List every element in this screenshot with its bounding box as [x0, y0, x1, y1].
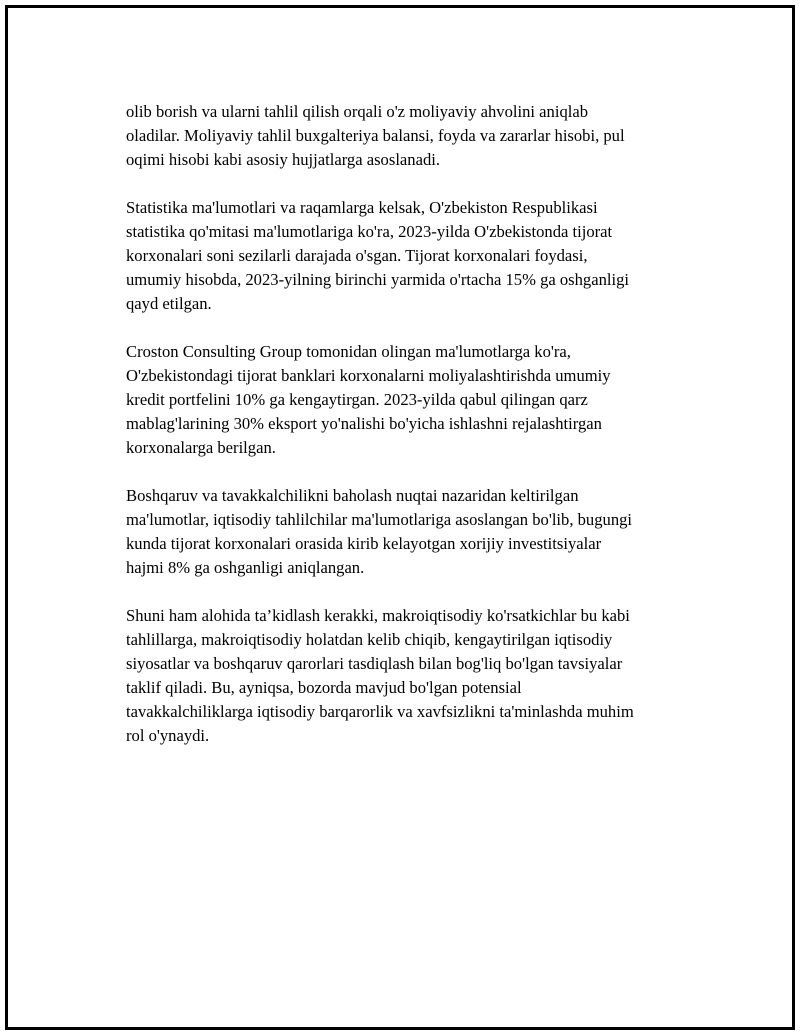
- paragraph-statistics: Statistika ma'lumotlari va raqamlarga kelsak, O'zbekiston Respublikasi statistika qo'mitasi ma'lumotlariga ko'ra, 2023-yilda O'zbekistonda tijorat korxonalari soni sezilarli darajada o'sgan. Tijorat korxonalari foydasi, umumiy hisobda, 2023-yilning birinchi yarmida o'rtacha 15% ga oshganligi qayd etilgan.: [126, 198, 630, 313]
- page-frame: [5, 5, 795, 1030]
- document-body: [126, 100, 696, 772]
- paragraph-risk-assessment: Boshqaruv va tavakkalchilikni baholash nuqtai nazaridan keltirilgan ma'lumotlar, iqtisodiy tahlilchilar ma'lumotlariga asoslangan bo'lib, bugungi kunda tijorat korxonalari orasida kirib kelayotgan xorijiy investitsiyalar hajmi 8% ga oshganligi aniqlangan.: [126, 486, 633, 577]
- paragraph-bank-lending: Croston Consulting Group tomonidan olingan ma'lumotlarga ko'ra, O'zbekistondagi tijorat banklari korxonalarni moliyalashtirishda umumiy kredit portfelini 10% ga kengaytirgan. 2023-yilda qabul qilingan qarz mablag'larining 30% eksport yo'nalishi bo'yicha ishlashni rejalashtirgan korxonalarga berilgan.: [126, 342, 611, 457]
- paragraph-macroeconomic-indicators: Shuni ham alohida ta’kidlash kerakki, makroiqtisodiy ko'rsatkichlar bu kabi tahlillarga, makroiqtisodiy holatdan kelib chiqib, kengaytirilgan iqtisodiy siyosatlar va boshqaruv qarorlari tasdiqlash bilan bog'liq bo'lgan tavsiyalar taklif qiladi. Bu, ayniqsa, bozorda mavjud bo'lgan potensial tavakkalchiliklarga iqtisodiy barqarorlik va xavfsizlikni ta'minlashda muhim rol o'ynaydi.: [126, 606, 634, 745]
- paragraph-financial-analysis: olib borish va ularni tahlil qilish orqali o'z moliyaviy ahvolini aniqlab oladilar. Moliyaviy tahlil buxgalteriya balansi, foyda va zararlar hisobi, pul oqimi hisobi kabi asosiy hujjatlarga asoslanadi.: [126, 102, 625, 169]
